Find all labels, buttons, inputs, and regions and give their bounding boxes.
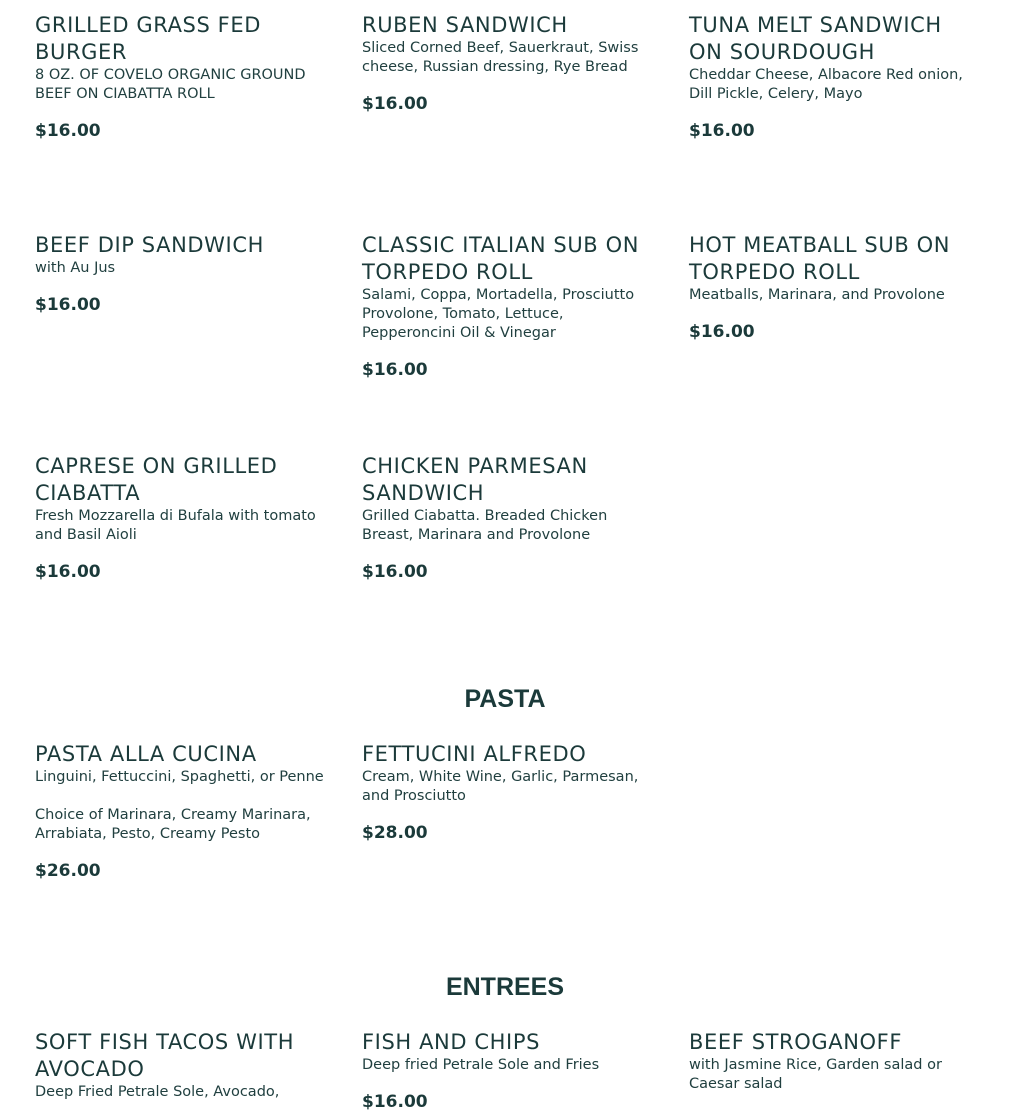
item-name: CLASSIC ITALIAN SUB ON TORPEDO ROLL xyxy=(362,233,640,284)
item-name: TUNA MELT SANDWICH ON SOURDOUGH xyxy=(689,13,942,64)
item-name: BEEF STROGANOFF xyxy=(689,1030,903,1054)
item-description: with Jasmine Rice, Garden salad or Caesar salad xyxy=(689,1057,942,1092)
item-name: GRILLED GRASS FED BURGER xyxy=(35,13,262,64)
item-price: $28.00 xyxy=(362,823,428,843)
item-description: Fresh Mozzarella di Bufala with tomato and Basil Aioli xyxy=(35,508,316,543)
item-name: CHICKEN PARMESAN SANDWICH xyxy=(362,454,588,505)
menu-item-chicken-parmesan xyxy=(362,453,652,583)
section-title-pasta: PASTA xyxy=(464,685,546,713)
item-name: BEEF DIP SANDWICH xyxy=(35,233,264,257)
item-price: $16.00 xyxy=(689,322,755,342)
item-name: SOFT FISH TACOS WITH AVOCADO xyxy=(35,1030,295,1081)
menu-item-fettucini-alfredo xyxy=(362,741,652,844)
item-description: Sliced Corned Beef, Sauerkraut, Swiss cheese, Russian dressing, Rye Bread xyxy=(362,40,639,75)
item-description: with Au Jus xyxy=(35,260,116,276)
menu-item-soft-fish-tacos xyxy=(35,1029,325,1102)
item-description: Deep Fried Petrale Sole, Avocado, xyxy=(35,1084,280,1100)
menu-item-pasta-alla-cucina xyxy=(35,741,325,882)
item-price: $16.00 xyxy=(362,94,428,114)
item-description: Linguini, Fettuccini, Spaghetti, or Penne xyxy=(35,769,324,785)
item-description: Grilled Ciabatta. Breaded Chicken Breast, Marinara and Provolone xyxy=(362,508,608,543)
item-name: FISH AND CHIPS xyxy=(362,1030,541,1054)
item-price: $16.00 xyxy=(362,360,428,380)
item-name: FETTUCINI ALFREDO xyxy=(362,742,587,766)
item-price: $16.00 xyxy=(689,121,755,141)
item-sauce-options: Choice of Marinara, Creamy Marinara, Arrabiata, Pesto, Creamy Pesto xyxy=(35,807,311,842)
item-price: $16.00 xyxy=(35,562,101,582)
item-name: CAPRESE ON GRILLED CIABATTA xyxy=(35,454,278,505)
item-price: $16.00 xyxy=(35,121,101,141)
menu-item-fish-and-chips xyxy=(362,1029,652,1113)
item-description: Salami, Coppa, Mortadella, Prosciutto Provolone, Tomato, Lettuce, Pepperoncini Oil & Vinegar xyxy=(362,287,635,341)
item-price: $16.00 xyxy=(35,295,101,315)
menu-item-caprese xyxy=(35,453,325,583)
item-price: $26.00 xyxy=(35,861,101,881)
menu-item-meatball-sub xyxy=(689,232,979,343)
item-name: PASTA ALLA CUCINA xyxy=(35,742,257,766)
menu-item-beef-stroganoff xyxy=(689,1029,979,1094)
menu-item-grilled-burger xyxy=(35,12,325,142)
item-description: Meatballs, Marinara, and Provolone xyxy=(689,287,945,303)
item-description: Deep fried Petrale Sole and Fries xyxy=(362,1057,600,1073)
item-description: Cream, White Wine, Garlic, Parmesan, and Prosciutto xyxy=(362,769,639,804)
item-name: HOT MEATBALL SUB ON TORPEDO ROLL xyxy=(689,233,951,284)
section-title-entrees: ENTREES xyxy=(445,973,565,1001)
item-price: $16.00 xyxy=(362,562,428,582)
item-description: 8 OZ. OF COVELO ORGANIC GROUND BEEF ON CIABATTA ROLL xyxy=(35,67,306,102)
item-name: RUBEN SANDWICH xyxy=(362,13,568,37)
item-description: Cheddar Cheese, Albacore Red onion, Dill Pickle, Celery, Mayo xyxy=(689,67,963,102)
item-price: $16.00 xyxy=(362,1092,428,1112)
menu-item-ruben-sandwich xyxy=(362,12,652,115)
menu-item-italian-sub xyxy=(362,232,652,381)
menu-item-beef-dip xyxy=(35,232,325,316)
menu-item-tuna-melt xyxy=(689,12,979,142)
